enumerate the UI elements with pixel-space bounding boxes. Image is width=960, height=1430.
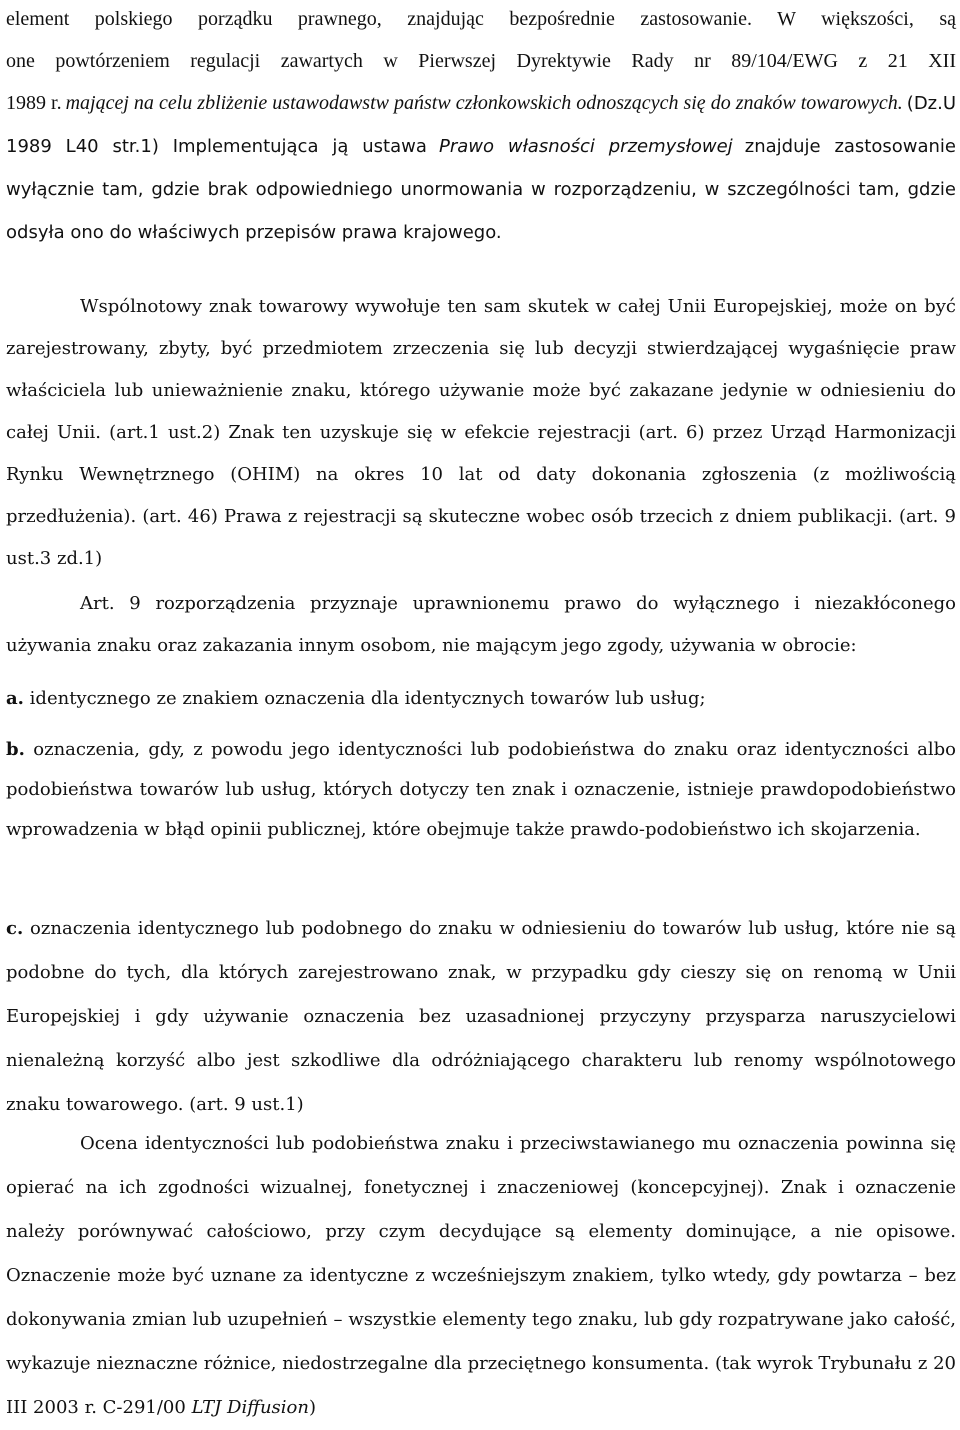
list-item (6, 730, 956, 850)
list-item-text: identycznego ze znakiem oznaczenia dla identycznych towarów lub usług; (29, 688, 706, 709)
text-line: one powtórzeniem regulacji zawartych w Pierwszej Dyrektywie Rady nr 89/104/EWG z 21 XII (6, 50, 956, 72)
list-marker: a. (6, 688, 24, 709)
text-span: ) (308, 1397, 316, 1418)
text-span: 1989 r. (6, 92, 62, 114)
paragraph-assessment (6, 1122, 956, 1430)
list-item (6, 678, 956, 720)
list-item (6, 907, 956, 1127)
text-span: Ocena identyczności lub podobieństwa znaku i przeciwstawianego mu oznaczenia powinna się opierać na ich zgodności wizualnej, fonetycznej i znaczeniowej (koncepcyjnej). Znak i oznaczenie należy porównywać całościowo, przy czym decydujące są elementy dominujące, a nie opisowe. Oznaczenie może być uznane za identyczne z wcześniejszym znakiem, tylko wtedy, gdy powtarza – bez dokonywania zmian lub uzupełnień – wszystkie elementy tego znaku, lub gdy rozpatrywane jako całość, wykazuje nieznaczne różnice, niedostrzegalne dla przeciętnego konsumenta. (tak wyrok Trybunału z 20 III 2003 r. C-291/00 (6, 1133, 956, 1418)
list-item-text: oznaczenia identycznego lub podobnego do znaku w odniesieniu do towarów lub usług, które nie są podobne do tych, dla których zarejestrowano znak, w przypadku gdy cieszy się on renomą w Unii Europejskiej i gdy używanie oznaczenia bez uzasadnionej przyczyny przysparza naruszycielowi nienależną korzyść albo jest szkodliwe dla odróżniającego charakteru lub renomy wspólnotowego znaku towarowego. (art. 9 ust.1) (6, 918, 956, 1115)
text-span: znajduje zastosowanie wyłącznie tam, gdzie brak odpowiedniego unormowania w rozporządzeniu, w szczególności tam, gdzie odsyła ono do właściwych przepisów prawa krajowego. (6, 136, 957, 243)
paragraph-art9: Art. 9 rozporządzenia przyznaje uprawnionemu prawo do wyłącznego i niezakłóconego używania znaku oraz zakazania innym osobom, nie mającym jego zgody, używania w obrocie: (6, 593, 956, 656)
directive-title-italic: mającej na celu zbliżenie ustawodawstw państw członkowskich odnoszących się do znaków towarowych. (65, 92, 903, 114)
paragraph-intro-serif (6, 0, 956, 82)
paragraph-intro-mixed (6, 82, 956, 255)
paragraph-community-trademark: Wspólnotowy znak towarowy wywołuje ten sam skutek w całej Unii Europejskiej, może on być zarejestrowany, zbyty, być przedmiotem zrzeczenia się lub decyzji stwierdzającej wygaśnięcie praw właściciela lub unieważnienie znaku, którego używanie może być zakazane jedynie w odniesieniu do całej Unii. (art.1 ust.2) Znak ten uzyskuje się w efekcie rejestracji (art. 6) przez Urząd Harmonizacji Rynku Wewnętrznego (OHIM) na okres 10 lat od daty dokonania zgłoszenia (z możliwością przedłużenia). (art. 46) Prawa z rejestracji są skuteczne wobec osób trzecich z dniem publikacji. (art. 9 ust.3 zd.1) (6, 296, 956, 569)
text-span: (Dz.U 1989 L40 str.1) Implementująca ją ustawa (6, 93, 957, 157)
list-marker: c. (6, 918, 24, 939)
act-title-italic: Prawo własności przemysłowej (439, 136, 733, 157)
case-name-italic: LTJ Diffusion (191, 1397, 309, 1418)
list-item-text: oznaczenia, gdy, z powodu jego identyczności lub podobieństwa do znaku oraz identyczności albo podobieństwa towarów lub usług, których dotyczy ten znak i oznaczenie, istnieje prawdopodobieństwo wprowadzenia w błąd opinii publicznej, które obejmuje także prawdo-podobieństwo ich skojarzenia. (6, 739, 956, 840)
list-marker: b. (6, 739, 25, 760)
text-line: element polskiego porządku prawnego, znajdując bezpośrednie zastosowanie. W większości, są (6, 8, 956, 30)
